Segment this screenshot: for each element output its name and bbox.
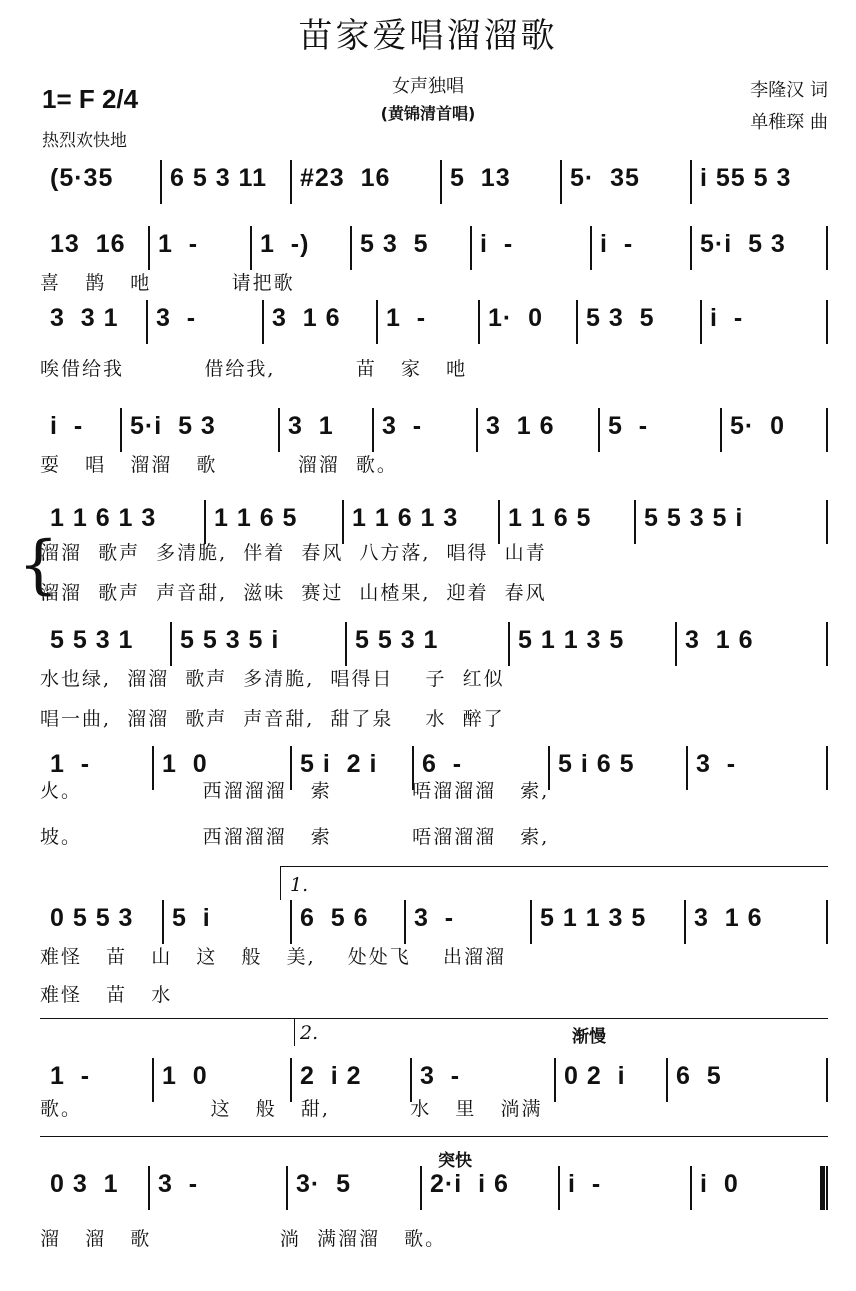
notes-row: [0, 900, 856, 940]
lyrics-line: 水也绿, 溜溜 歌声 多清脆, 唱得日 子 红似: [40, 668, 505, 690]
lyrics-line: 歌。 这 般 甜, 水 里 淌满: [40, 1098, 543, 1120]
measure: 5· 0: [730, 412, 786, 440]
barline: [404, 900, 406, 944]
lyricist-credit: 李隆汉 词: [750, 80, 828, 101]
measure: 5 5 3 1: [355, 626, 439, 654]
barline: [476, 408, 478, 452]
barline: [684, 900, 686, 944]
notes-row: [0, 1058, 856, 1098]
barline: [290, 160, 292, 204]
measure: i 0: [700, 1170, 739, 1198]
barline: [700, 300, 702, 344]
volta-2-line: [294, 1018, 828, 1019]
measure: 5 1 1 3 5: [518, 626, 625, 654]
measure: 5 i: [172, 904, 211, 932]
barline: [148, 1166, 150, 1210]
barline: [162, 900, 164, 944]
barline: [826, 300, 828, 344]
direction-subito: 突快: [438, 1151, 472, 1171]
measure: 1 -: [386, 304, 427, 332]
barline: [826, 900, 828, 944]
measure: i -: [50, 412, 84, 440]
barline: [826, 1058, 828, 1102]
barline: [345, 622, 347, 666]
notes-row: [0, 500, 856, 540]
notes-row: [0, 1166, 856, 1206]
measure: 0 2 i: [564, 1062, 626, 1090]
lyrics-line: 溜溜 歌声 多清脆, 伴着 春风 八方落, 唱得 山青: [40, 542, 547, 564]
measure: 3 -: [696, 750, 737, 778]
barline: [508, 622, 510, 666]
measure: (5·35: [50, 164, 114, 192]
notes-row: [0, 408, 856, 448]
lyrics-line: 难怪 苗 山 这 般 美, 处处飞 出溜溜: [40, 946, 506, 968]
lyrics-line-verse2: 坡。 西溜溜溜 索 唔溜溜溜 索,: [40, 826, 550, 848]
measure: i 55 5 3: [700, 164, 792, 192]
barline: [478, 300, 480, 344]
barline: [350, 226, 352, 270]
measure: 1 1 6 5: [508, 504, 592, 532]
measure: 6 5 3 11: [170, 164, 267, 192]
measure: 3 -: [156, 304, 197, 332]
notes-row: [0, 622, 856, 662]
barline: [690, 1166, 692, 1210]
measure: 5 5 3 5 i: [180, 626, 280, 654]
barline: [170, 622, 172, 666]
barline: [146, 300, 148, 344]
composer-credit: 单稚琛 曲: [750, 112, 828, 133]
barline: [120, 408, 122, 452]
volta-2-hook: [294, 1018, 295, 1046]
barline: [690, 160, 692, 204]
measure: 5 i 6 5: [558, 750, 635, 778]
measure: 5 5 3 1: [50, 626, 134, 654]
measure: 0 3 1: [50, 1170, 119, 1198]
barline: [720, 408, 722, 452]
measure: 6 5: [676, 1062, 722, 1090]
measure: 3 -: [158, 1170, 199, 1198]
verse-brace: {: [18, 528, 59, 602]
barline: [666, 1058, 668, 1102]
barline: [372, 408, 374, 452]
barline: [690, 226, 692, 270]
lyrics-line-verse2: 难怪 苗 水: [40, 984, 173, 1006]
barline: [826, 408, 828, 452]
barline: [376, 300, 378, 344]
measure: i -: [600, 230, 634, 258]
volta-1: 1.: [290, 874, 309, 896]
notes-row: [0, 300, 856, 340]
measure: 1 1 6 1 3: [50, 504, 157, 532]
measure: 5 3 5: [586, 304, 655, 332]
lyrics-line: 火。 西溜溜溜 索 唔溜溜溜 索,: [40, 780, 550, 802]
measure: 3 -: [414, 904, 455, 932]
volta-2: 2.: [300, 1022, 319, 1044]
volta-1-line: [280, 866, 828, 867]
lyrics-line-verse2: 溜溜 歌声 声音甜, 滋味 赛过 山楂果, 迎着 春风: [40, 582, 547, 604]
lyrics-line: 唉借给我 借给我, 苗 家 吔: [40, 358, 468, 380]
measure: i -: [710, 304, 744, 332]
measure: 5 1 1 3 5: [540, 904, 647, 932]
measure: 1 -: [158, 230, 199, 258]
measure: 5 3 5: [360, 230, 429, 258]
barline: [576, 300, 578, 344]
barline: [826, 226, 828, 270]
measure: 6 5 6: [300, 904, 369, 932]
measure: i -: [480, 230, 514, 258]
measure: 3 1: [288, 412, 334, 440]
barline: [560, 160, 562, 204]
measure: 3 -: [420, 1062, 461, 1090]
barline: [440, 160, 442, 204]
measure: 5 i 2 i: [300, 750, 378, 778]
barline: [160, 160, 162, 204]
measure: 13 16: [50, 230, 126, 258]
measure: 1 -: [50, 750, 91, 778]
performance-type: 女声独唱: [392, 76, 464, 97]
barline: [826, 1166, 828, 1210]
measure: 5 5 3 5 i: [644, 504, 744, 532]
measure: 1· 0: [488, 304, 544, 332]
measure: 2·i i 6: [430, 1170, 509, 1198]
barline: [262, 300, 264, 344]
barline: [530, 900, 532, 944]
measure: 1 0: [162, 1062, 208, 1090]
volta-1-hook: [280, 866, 281, 900]
barline: [826, 746, 828, 790]
direction-rit: 渐慢: [572, 1027, 606, 1047]
tempo-marking: 热烈欢快地: [42, 131, 127, 151]
lyrics-line-verse2: 唱一曲, 溜溜 歌声 声音甜, 甜了泉 水 醉了: [40, 708, 505, 730]
barline: [420, 1166, 422, 1210]
measure: 3 1 6: [694, 904, 763, 932]
measure: 3· 5: [296, 1170, 352, 1198]
notes-row: [0, 226, 856, 266]
measure: 3 1 6: [685, 626, 754, 654]
measure: 3 3 1: [50, 304, 119, 332]
measure: 1 -): [260, 230, 310, 258]
measure: 5·i 5 3: [130, 412, 216, 440]
measure: 5· 35: [570, 164, 640, 192]
barline: [558, 1166, 560, 1210]
measure: 1 1 6 5: [214, 504, 298, 532]
measure: 1 0: [162, 750, 208, 778]
notes-row: [0, 160, 856, 200]
song-title: 苗家爱唱溜溜歌: [298, 16, 558, 56]
barline: [826, 622, 828, 666]
measure: 1 1 6 1 3: [352, 504, 459, 532]
barline: [278, 408, 280, 452]
measure: 3 1 6: [272, 304, 341, 332]
barline: [634, 500, 636, 544]
volta-2-line-cont: [40, 1136, 828, 1137]
barline: [826, 500, 828, 544]
barline: [686, 746, 688, 790]
measure: 3 1 6: [486, 412, 555, 440]
measure: 3 -: [382, 412, 423, 440]
measure: 5·i 5 3: [700, 230, 786, 258]
lyrics-line: 喜 鹊 吔 请把歌: [40, 272, 295, 294]
barline: [148, 226, 150, 270]
barline: [470, 226, 472, 270]
key-signature: 1= F 2/4: [42, 84, 139, 114]
barline: [250, 226, 252, 270]
premiere-note: (黄锦清首唱): [380, 104, 476, 123]
final-barline: [820, 1166, 825, 1210]
measure: 2 i 2: [300, 1062, 362, 1090]
measure: 5 13: [450, 164, 511, 192]
barline: [598, 408, 600, 452]
measure: #23 16: [300, 164, 391, 192]
barline: [286, 1166, 288, 1210]
barline: [290, 900, 292, 944]
measure: i -: [568, 1170, 602, 1198]
measure: 0 5 5 3: [50, 904, 134, 932]
barline: [554, 1058, 556, 1102]
measure: 6 -: [422, 750, 463, 778]
barline: [675, 622, 677, 666]
barline: [590, 226, 592, 270]
lyrics-line: 溜 溜 歌 淌 满溜溜 歌。: [40, 1228, 447, 1250]
measure: 5 -: [608, 412, 649, 440]
measure: 1 -: [50, 1062, 91, 1090]
lyrics-line: 耍 唱 溜溜 歌 溜溜 歌。: [40, 454, 398, 476]
